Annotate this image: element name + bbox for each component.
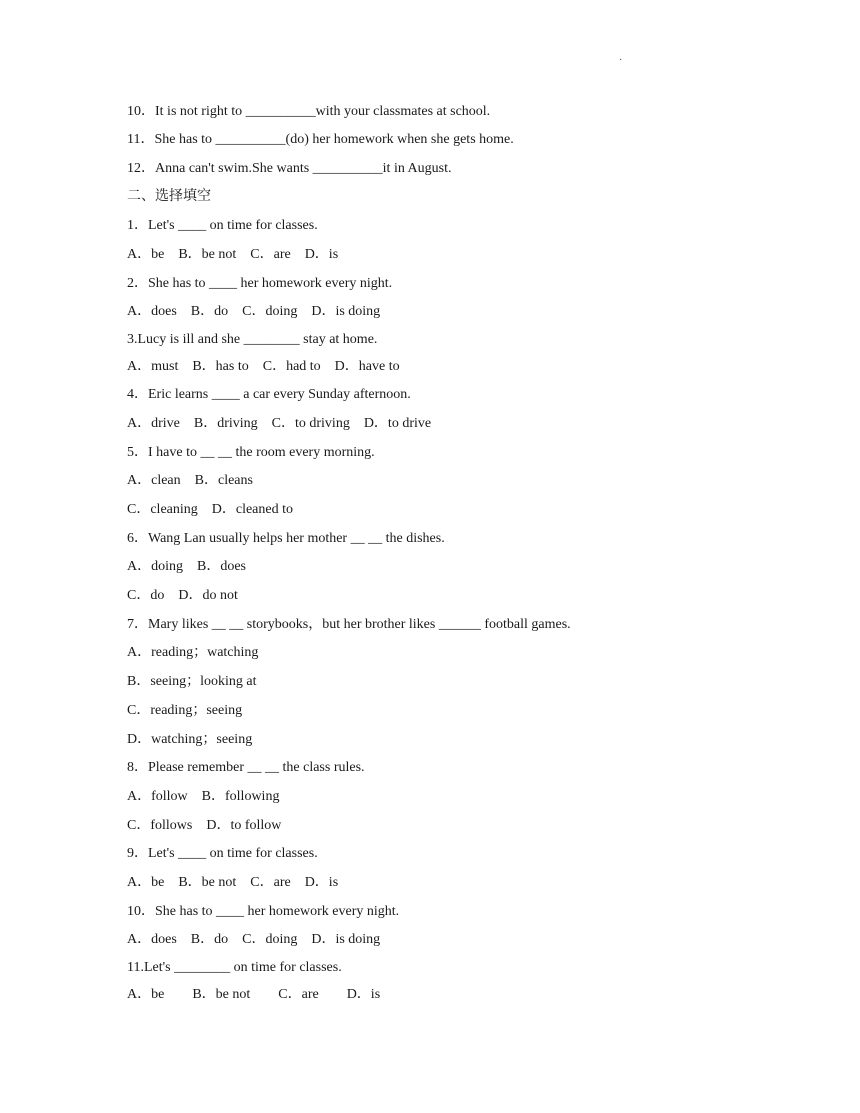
mc-options-10: A．does B．do C．doing D．is doing bbox=[127, 932, 381, 947]
page-dot-mark: · bbox=[619, 55, 623, 66]
mc-question-3: 3.Lucy is ill and she ________ stay at home. bbox=[127, 332, 378, 347]
mc-question-11: 11.Let's ________ on time for classes. bbox=[127, 960, 342, 975]
mc-options-6b: C．do D．do not bbox=[127, 588, 238, 603]
mc-options-7c: C．reading；seeing bbox=[127, 703, 243, 718]
mc-options-7b: B．seeing；looking at bbox=[127, 674, 257, 689]
section-heading: 二、选择填空 bbox=[127, 189, 211, 204]
mc-question-5: 5．I have to __ __ the room every morning. bbox=[127, 445, 375, 460]
question-11-fill: 11．She has to __________(do) her homework when she gets home. bbox=[127, 132, 514, 147]
mc-question-8: 8．Please remember __ __ the class rules. bbox=[127, 760, 365, 775]
mc-question-1: 1．Let's ____ on time for classes. bbox=[127, 218, 318, 233]
mc-options-3: A．must B．has to C．had to D．have to bbox=[127, 359, 400, 374]
mc-options-7d: D．watching；seeing bbox=[127, 732, 253, 747]
mc-options-8b: C．follows D．to follow bbox=[127, 818, 282, 833]
mc-options-8a: A．follow B．following bbox=[127, 789, 280, 804]
mc-options-5a: A．clean B．cleans bbox=[127, 473, 253, 488]
mc-options-7a: A．reading；watching bbox=[127, 645, 259, 660]
mc-question-10: 10．She has to ____ her homework every night. bbox=[127, 904, 400, 919]
mc-options-1: A．be B．be not C．are D．is bbox=[127, 247, 339, 262]
mc-question-7: 7．Mary likes __ __ storybooks，but her brother likes ______ football games. bbox=[127, 617, 571, 632]
mc-question-6: 6．Wang Lan usually helps her mother __ __ the dishes. bbox=[127, 531, 445, 546]
mc-question-4: 4．Eric learns ____ a car every Sunday afternoon. bbox=[127, 387, 411, 402]
mc-options-11: A．be B．be not C．are D．is bbox=[127, 987, 381, 1002]
mc-options-6a: A．doing B．does bbox=[127, 559, 246, 574]
question-10-fill: 10．It is not right to __________with your classmates at school. bbox=[127, 104, 491, 119]
mc-options-4: A．drive B．driving C．to driving D．to drive bbox=[127, 416, 432, 431]
mc-question-2: 2．She has to ____ her homework every night. bbox=[127, 276, 393, 291]
question-12-fill: 12．Anna can't swim.She wants __________it in August. bbox=[127, 161, 452, 176]
mc-options-5b: C．cleaning D．cleaned to bbox=[127, 502, 294, 517]
mc-options-9: A．be B．be not C．are D．is bbox=[127, 875, 339, 890]
mc-question-9: 9．Let's ____ on time for classes. bbox=[127, 846, 318, 861]
mc-options-2: A．does B．do C．doing D．is doing bbox=[127, 304, 381, 319]
